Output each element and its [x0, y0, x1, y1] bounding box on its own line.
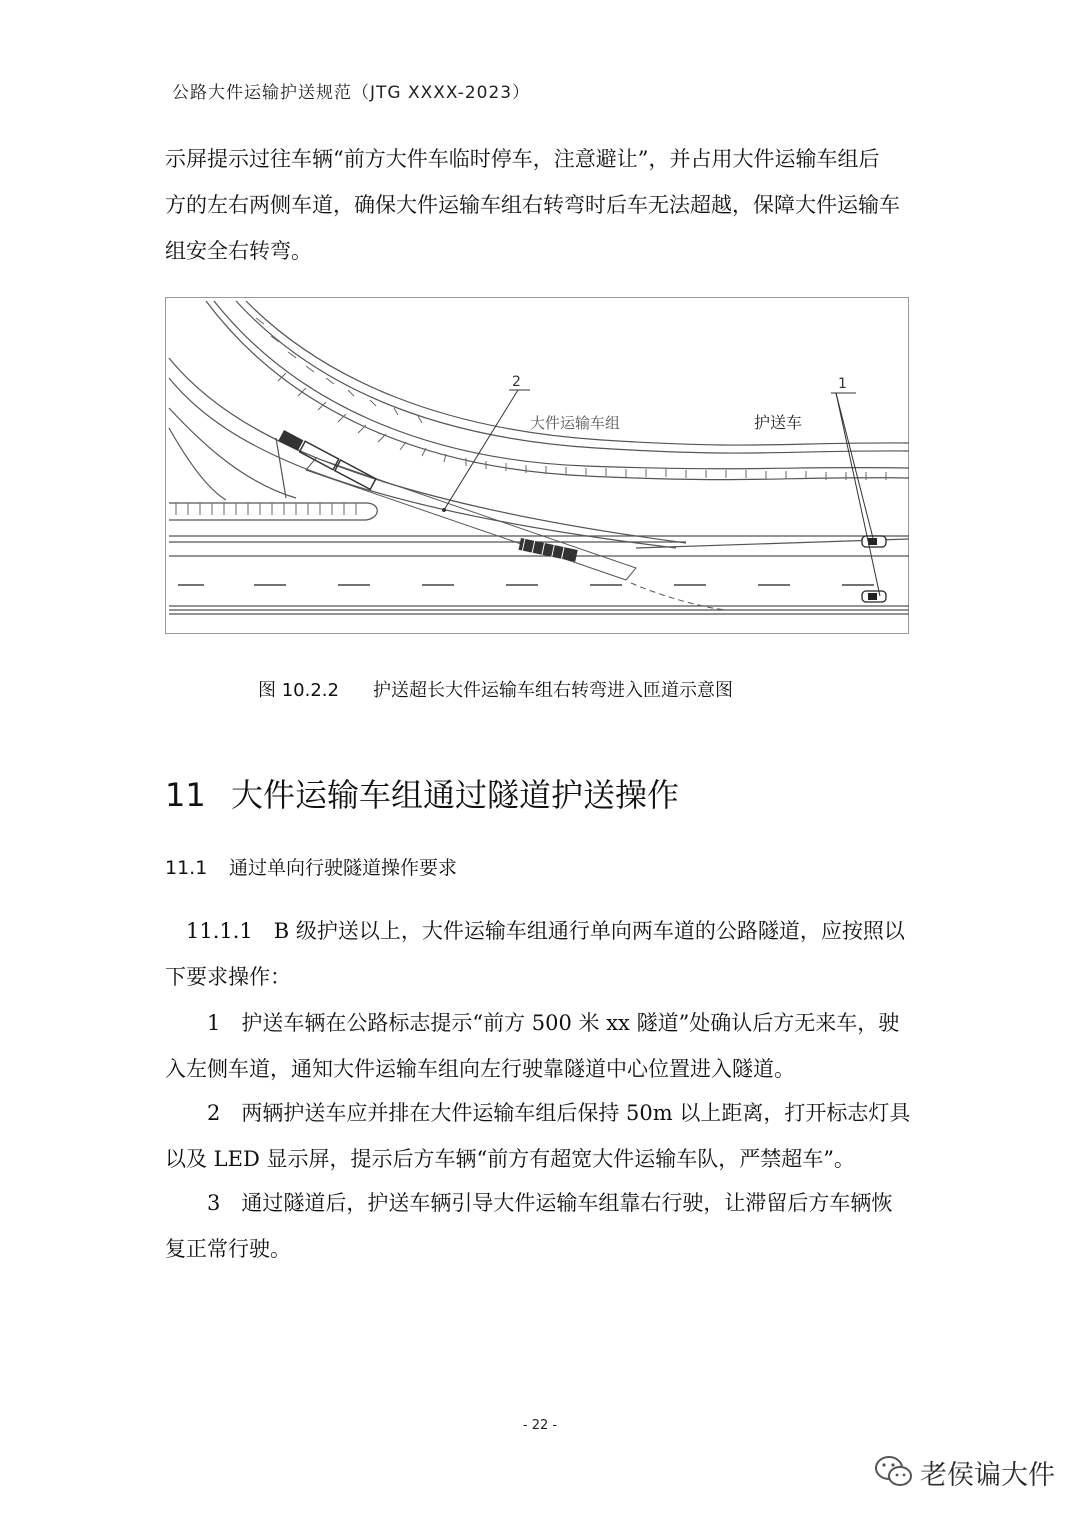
diagram-drawing	[166, 298, 910, 635]
document-header: 公路大件运输护送规范（JTG XXXX-2023）	[172, 83, 531, 103]
clause-paragraph	[165, 908, 925, 1000]
watermark	[874, 1449, 1055, 1495]
paragraph-line: 3 通过隧道后，护送车辆引导大件运输车组靠右行驶，让滞留后方车辆恢	[165, 1191, 893, 1215]
callout-number-1: 1	[838, 376, 847, 392]
label-escort: 护送车	[754, 413, 803, 432]
callout-point	[442, 508, 446, 512]
callout-leaders	[444, 390, 880, 596]
paragraph-line: 入左侧车道，通知大件运输车组向左行驶靠隧道中心位置进入隧道。	[165, 1057, 795, 1081]
section-number: 11.1	[165, 857, 208, 879]
intro-paragraph	[165, 136, 925, 274]
escort-car-icon	[862, 591, 886, 602]
caption-number: 图 10.2.2	[258, 680, 339, 701]
paragraph-line: 1 护送车辆在公路标志提示“前方 500 米 xx 隧道”处确认后方无来车，驶	[165, 1011, 900, 1035]
paragraph-line: 下要求操作：	[165, 965, 291, 989]
label-convoy: 大件运输车组	[530, 414, 621, 432]
page-number: - 22 -	[522, 1418, 558, 1433]
paragraph-line: 以及 LED 显示屏，提示后方车辆“前方有超宽大件运输车队，严禁超车”。	[165, 1147, 855, 1171]
convoy-swept-path	[306, 458, 726, 610]
chapter-title: 大件运输车组通过隧道护送操作	[231, 776, 680, 814]
list-item	[165, 1180, 925, 1272]
paragraph-line: 复正常行驶。	[165, 1237, 291, 1261]
paragraph-line: 11.1.1 B 级护送以上，大件运输车组通行单向两车道的公路隧道，应按照以	[165, 919, 905, 943]
callout-number-2: 2	[512, 374, 521, 390]
section-heading	[165, 853, 457, 880]
chapter-number: 11	[165, 776, 206, 814]
watermark-text: 老侯谝大件	[920, 1459, 1055, 1491]
paragraph-line: 方的左右两侧车道，确保大件运输车组右转弯时后车无法超越，保障大件运输车	[165, 193, 900, 217]
section-title: 通过单向行驶隧道操作要求	[229, 857, 458, 879]
ramp-turn-diagram	[165, 297, 909, 634]
list-item	[165, 1090, 925, 1182]
paragraph-line: 组安全右转弯。	[165, 239, 312, 263]
figure-caption	[258, 676, 733, 702]
paragraph-line: 示屏提示过往车辆“前方大件车临时停车，注意避让”，并占用大件运输车组后	[165, 147, 880, 171]
convoy-tractor	[278, 430, 375, 489]
chapter-heading	[165, 770, 679, 816]
list-item	[165, 1000, 925, 1092]
caption-text: 护送超长大件运输车组右转弯进入匝道示意图	[372, 680, 733, 701]
wechat-icon	[874, 1454, 914, 1490]
paragraph-line: 2 两辆护送车应并排在大件运输车组后保持 50m 以上距离，打开标志灯具	[165, 1101, 911, 1125]
